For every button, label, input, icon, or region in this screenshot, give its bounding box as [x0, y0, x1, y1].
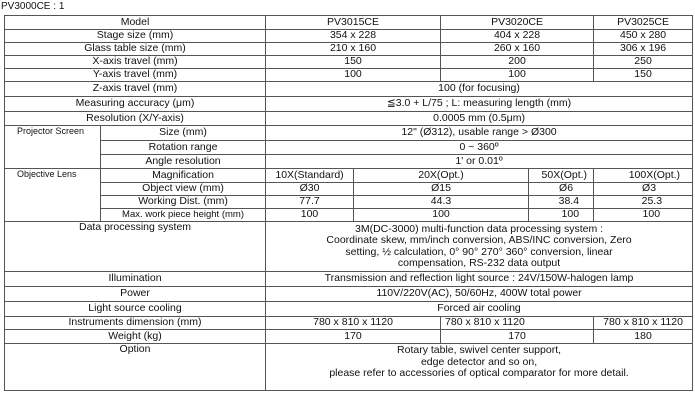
- row-data-processing: [5, 222, 693, 272]
- glass-table-value: 260 x 160: [441, 43, 594, 56]
- stage-size-value: 404 x 228: [441, 30, 594, 43]
- magnification-value: 100X(Opt.): [594, 169, 693, 183]
- stage-size-label: Stage size (mm): [5, 30, 266, 43]
- dimension-label: Instruments dimension (mm): [5, 317, 266, 330]
- model-pv3025ce: PV3025CE: [594, 16, 693, 30]
- dimension-value: 780 x 810 x 1120: [441, 317, 594, 330]
- illumination-value: Transmission and reflection light source : 24V/150W-halogen lamp: [266, 272, 693, 287]
- row-weight: [5, 330, 693, 344]
- max-height-value: 100: [594, 209, 693, 222]
- model-label: Model: [5, 16, 266, 30]
- data-processing-line: setting, ½ calculation, 0° 90° 270° 360° conversion, linear: [345, 245, 613, 258]
- spec-table: [4, 15, 693, 391]
- x-travel-value: 250: [594, 56, 693, 69]
- row-option: [5, 344, 693, 391]
- data-processing-line: 3M(DC-3000) multi-function data processing system :: [355, 222, 604, 235]
- angle-label: Angle resolution: [101, 155, 266, 169]
- dimension-value: 780 x 810 x 1120: [266, 317, 441, 330]
- object-view-value: Ø3: [594, 183, 693, 196]
- weight-label: Weight (kg): [5, 330, 266, 344]
- row-working-dist: [5, 196, 693, 209]
- row-max-height: [5, 209, 693, 222]
- row-stage-size: [5, 30, 693, 43]
- object-view-value: Ø15: [354, 183, 529, 196]
- data-processing-label: Data processing system: [5, 222, 266, 272]
- y-travel-value: 100: [441, 69, 594, 82]
- accuracy-label: Measuring accuracy (μm): [5, 97, 266, 112]
- max-height-value: 100: [529, 209, 594, 222]
- dimension-value: 780 x 810 x 1120: [594, 317, 693, 330]
- projector-size-label: Size (mm): [101, 126, 266, 141]
- max-height-value: 100: [354, 209, 529, 222]
- row-cooling: [5, 302, 693, 317]
- stage-size-value: 450 x 280: [594, 30, 693, 43]
- accuracy-value: ≦3.0 + L/75 ; L: measuring length (mm): [266, 97, 693, 112]
- x-travel-value: 150: [266, 56, 441, 69]
- data-processing-line: Coordinate skew, mm/inch conversion, ABS/INC conversion, Zero: [326, 234, 632, 246]
- row-glass-table: [5, 43, 693, 56]
- option-line: Rotary table, swivel center support,: [397, 344, 562, 356]
- row-model: [5, 16, 693, 30]
- row-rotation: [5, 141, 693, 155]
- object-view-label: Object view (mm): [101, 183, 266, 196]
- glass-table-value: 306 x 196: [594, 43, 693, 56]
- power-label: Power: [5, 287, 266, 302]
- working-dist-value: 44.3: [354, 196, 529, 209]
- projector-size-value: 12" (Ø312), usable range > Ø300: [266, 126, 693, 141]
- magnification-label: Magnification: [101, 169, 266, 183]
- magnification-value: 10X(Standard): [266, 169, 354, 183]
- object-view-value: Ø30: [266, 183, 354, 196]
- projector-screen-group: Projector Screen: [5, 126, 101, 169]
- illumination-label: Illumination: [5, 272, 266, 287]
- objective-lens-group: Objective Lens: [5, 169, 101, 222]
- y-travel-label: Y-axis travel (mm): [5, 69, 266, 82]
- glass-table-label: Glass table size (mm): [5, 43, 266, 56]
- row-y-travel: [5, 69, 693, 82]
- row-magnification: [5, 169, 693, 183]
- working-dist-value: 38.4: [529, 196, 594, 209]
- z-travel-value: 100 (for focusing): [266, 82, 693, 97]
- model-pv3020ce: PV3020CE: [441, 16, 594, 30]
- cooling-value: Forced air cooling: [266, 302, 693, 317]
- power-value: 110V/220V(AC), 50/60Hz, 400W total power: [266, 287, 693, 302]
- model-pv3015ce: PV3015CE: [266, 16, 441, 30]
- magnification-value: 50X(Opt.): [529, 169, 594, 183]
- magnification-value: 20X(Opt.): [354, 169, 529, 183]
- object-view-value: Ø6: [529, 183, 594, 196]
- row-dimension: [5, 317, 693, 330]
- row-projector-size: [5, 126, 693, 141]
- stage-size-value: 354 x 228: [266, 30, 441, 43]
- weight-value: 180: [594, 330, 693, 344]
- cooling-label: Light source cooling: [5, 302, 266, 317]
- weight-value: 170: [441, 330, 594, 344]
- row-illumination: [5, 272, 693, 287]
- x-travel-label: X-axis travel (mm): [5, 56, 266, 69]
- resolution-value: 0.0005 mm (0.5μm): [266, 112, 693, 126]
- y-travel-value: 100: [266, 69, 441, 82]
- y-travel-value: 150: [594, 69, 693, 82]
- option-line: edge detector and so on,: [420, 355, 538, 368]
- row-z-travel: [5, 82, 693, 97]
- row-accuracy: [5, 97, 693, 112]
- max-height-value: 100: [266, 209, 354, 222]
- row-object-view: [5, 183, 693, 196]
- table-caption: PV3000CE : 1: [1, 1, 65, 12]
- rotation-value: 0 ~ 360º: [266, 141, 693, 155]
- data-processing-value: [266, 222, 693, 272]
- row-resolution: [5, 112, 693, 126]
- weight-value: 170: [266, 330, 441, 344]
- glass-table-value: 210 x 160: [266, 43, 441, 56]
- option-value: [266, 344, 693, 391]
- working-dist-label: Working Dist. (mm): [101, 196, 266, 209]
- option-label: Option: [5, 344, 266, 391]
- working-dist-value: 77.7: [266, 196, 354, 209]
- option-line: please refer to accessories of optical comparator for more detail.: [329, 367, 629, 379]
- z-travel-label: Z-axis travel (mm): [5, 82, 266, 97]
- rotation-label: Rotation range: [101, 141, 266, 155]
- max-height-label: Max. work piece height (mm): [101, 209, 266, 222]
- row-power: [5, 287, 693, 302]
- working-dist-value: 25.3: [594, 196, 693, 209]
- data-processing-line: compensation, RS-232 data output: [397, 257, 561, 269]
- x-travel-value: 200: [441, 56, 594, 69]
- row-x-travel: [5, 56, 693, 69]
- row-angle: [5, 155, 693, 169]
- resolution-label: Resolution (X/Y-axis): [5, 112, 266, 126]
- angle-value: 1' or 0.01º: [266, 155, 693, 169]
